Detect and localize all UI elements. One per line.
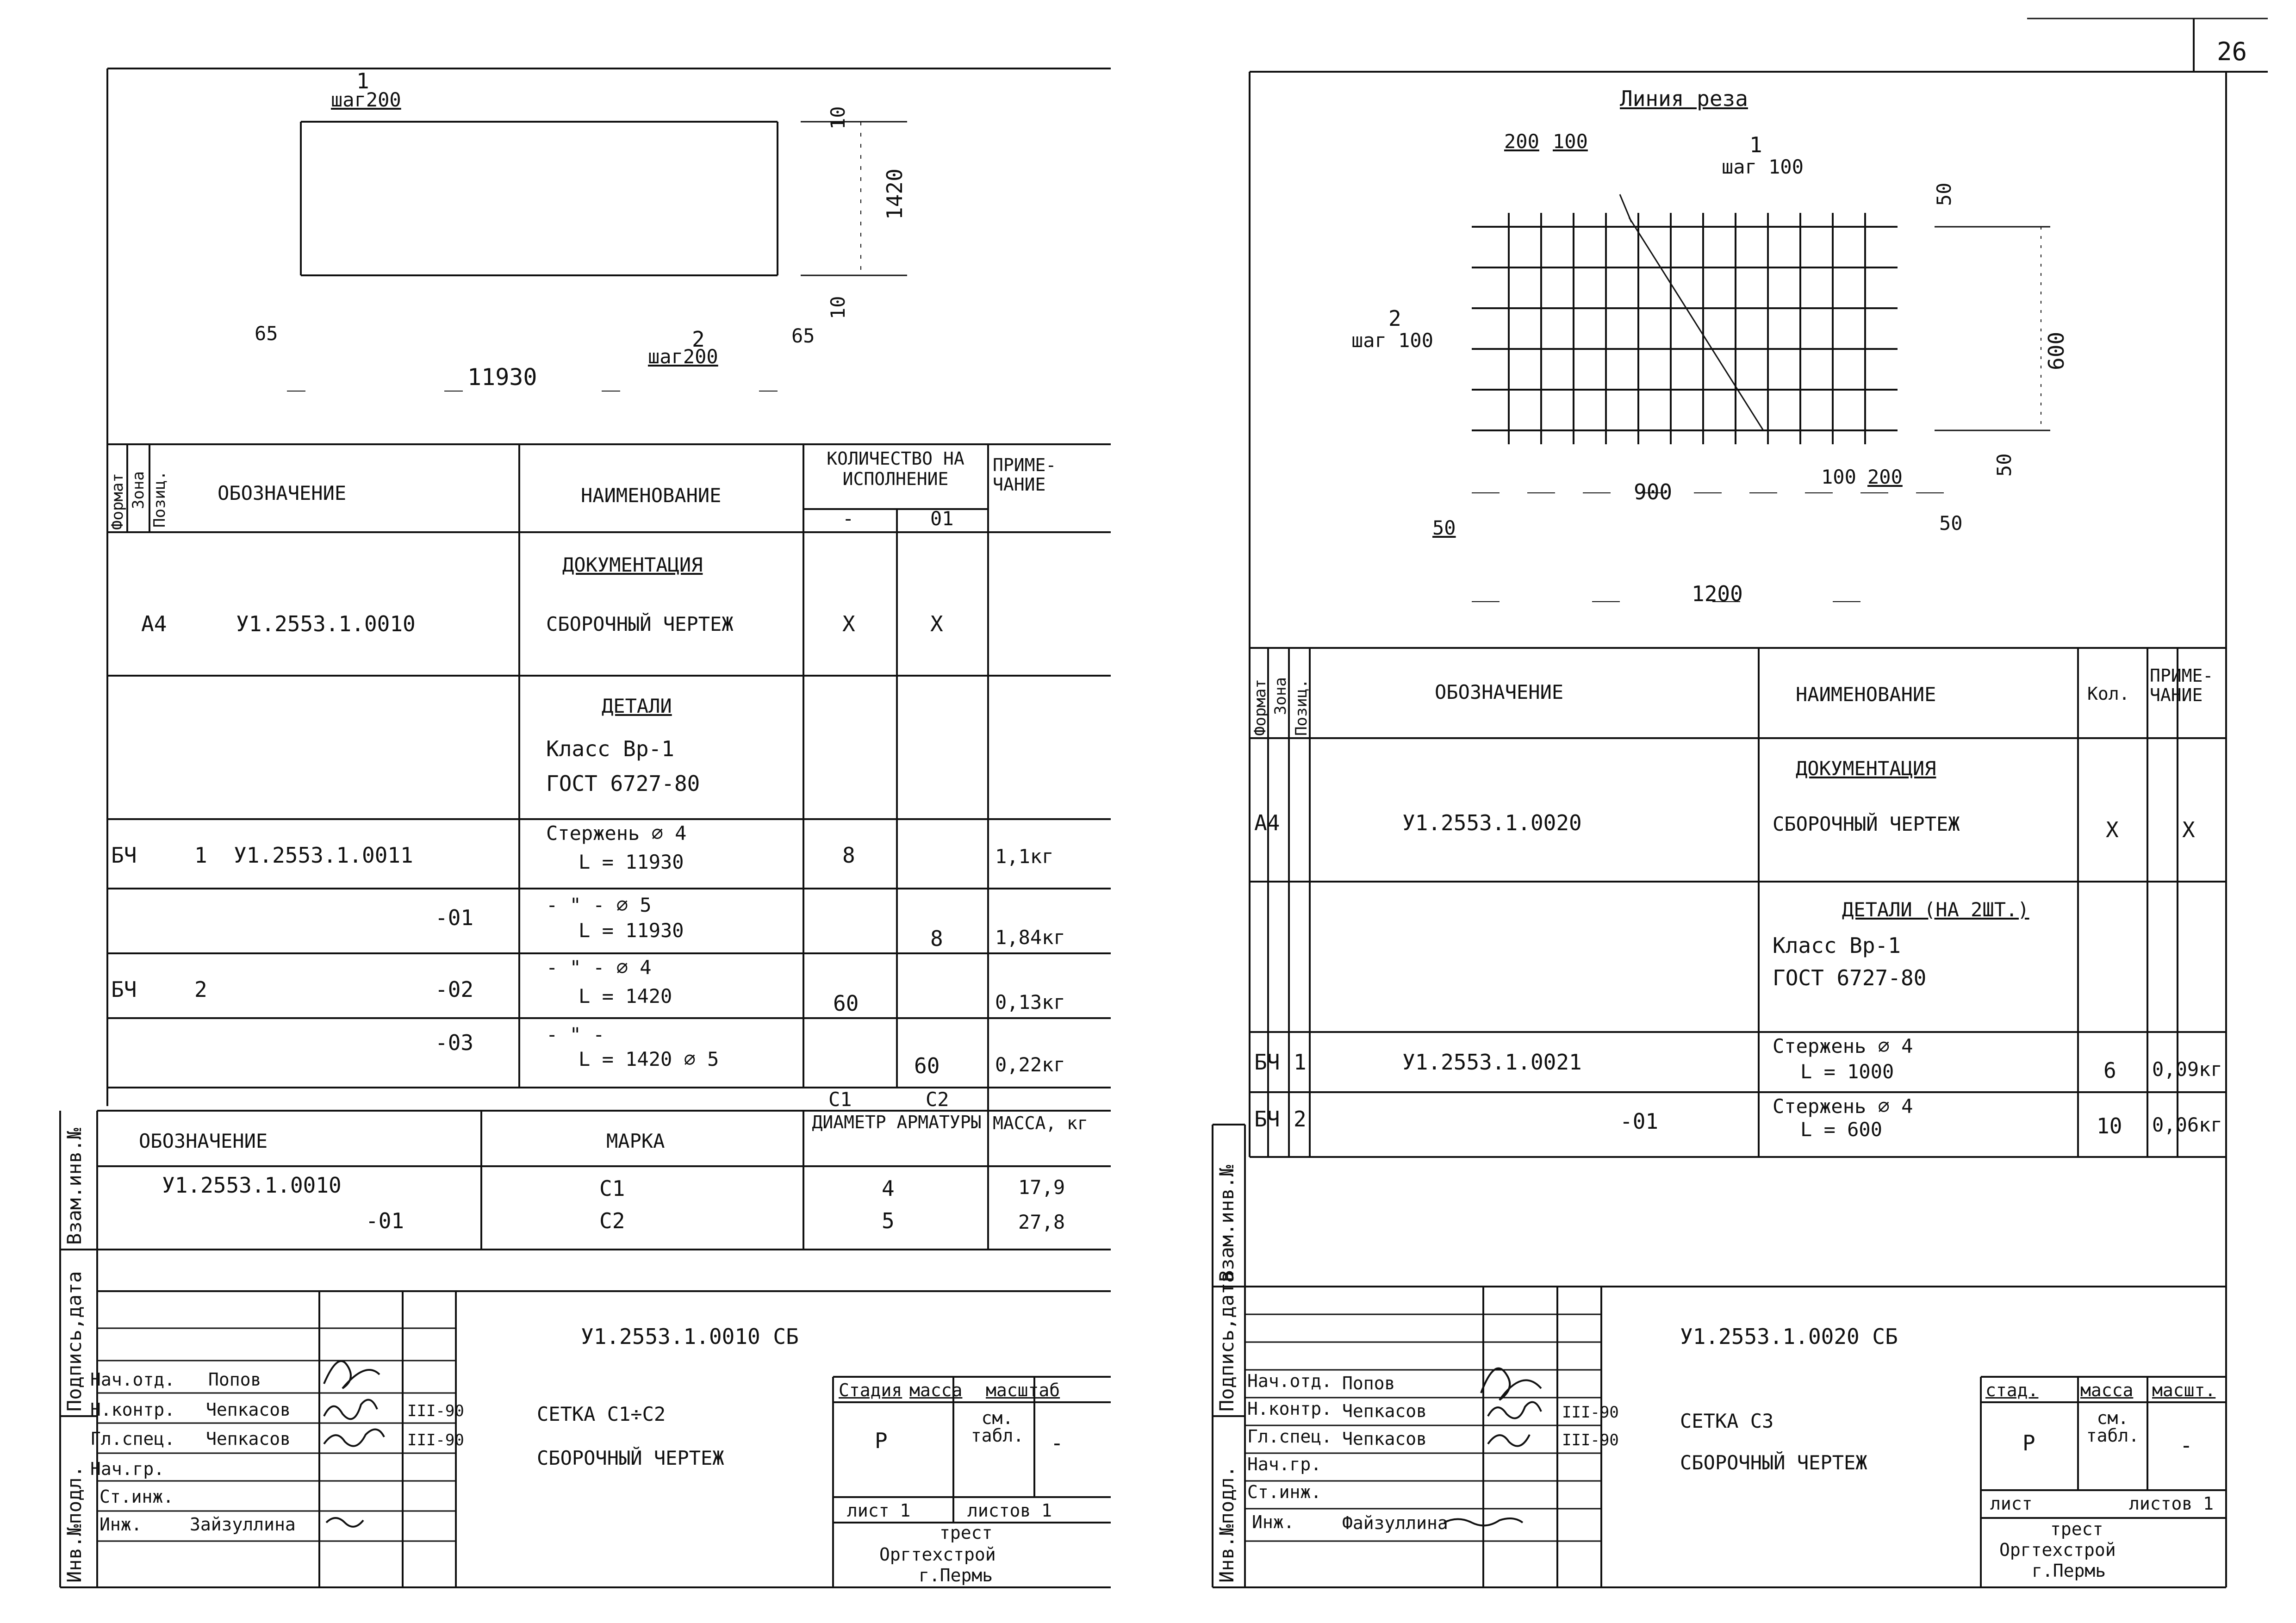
right-dim-900: 900 xyxy=(1634,479,1673,504)
left-spec-h-qty: КОЛИЧЕСТВО НА ИСПОЛНЕНИЕ xyxy=(827,448,964,489)
right-name-2: Чепкасов xyxy=(1342,1429,1427,1449)
var-designation: -01 xyxy=(366,1208,404,1233)
left-stage: Р xyxy=(875,1428,888,1453)
right-spec-h-pos: Позиц. xyxy=(1292,679,1311,736)
left-spec-h-zone: Зона xyxy=(129,471,148,509)
var-diameter: 5 xyxy=(882,1208,895,1233)
var-mass: 27,8 xyxy=(1018,1211,1065,1233)
left-date-1: III-90 xyxy=(407,1402,464,1420)
row-qty: 10 xyxy=(2097,1113,2122,1138)
right-scale: - xyxy=(2180,1433,2193,1458)
row-qty-a: 8 xyxy=(842,843,855,868)
left-name-5: Зайзуллина xyxy=(190,1514,296,1535)
row-format: БЧ xyxy=(111,843,137,868)
right-doc-code: У1.2553.1.0020 СБ xyxy=(1680,1324,1898,1349)
right-dim-50-right: 50 xyxy=(1993,453,2016,477)
right-date-1: III-90 xyxy=(1562,1403,1619,1422)
right-name-1: Чепкасов xyxy=(1342,1401,1427,1421)
right-mass: см. табл. xyxy=(2086,1408,2140,1446)
left-scale-h: масштаб xyxy=(986,1380,1060,1400)
left-side-replace: Взам.инв.№ xyxy=(63,1128,86,1245)
row-name2: L = 600 xyxy=(1800,1118,1883,1141)
row-designation: -02 xyxy=(435,977,474,1002)
left-side-inv: Инв.№подл. xyxy=(63,1466,86,1583)
right-doc-designation: У1.2553.1.0020 xyxy=(1402,810,1582,835)
row-note: 0,22кг xyxy=(995,1053,1065,1076)
left-name-0: Попов xyxy=(208,1369,261,1390)
row-qty-a: 60 xyxy=(833,991,859,1016)
row-pos: 1 xyxy=(1294,1050,1307,1075)
left-spec-h-designation: ОБОЗНАЧЕНИЕ xyxy=(218,482,347,504)
right-pos2-step: шаг 100 xyxy=(1351,329,1434,352)
left-doc-qty-b: Х xyxy=(930,611,943,636)
right-doc-note: Х xyxy=(2182,817,2195,842)
left-stage-h: Стадия xyxy=(839,1380,902,1400)
left-dim-65-left: 65 xyxy=(255,322,278,345)
left-parts-section: ДЕТАЛИ xyxy=(602,695,672,717)
left-mass: см. табл. xyxy=(971,1408,1024,1446)
var-mass: 17,9 xyxy=(1018,1176,1065,1199)
left-role-5: Инж. xyxy=(100,1514,142,1535)
sheet-number: 26 xyxy=(2217,37,2247,66)
row-name1: Стержень ⌀ 4 xyxy=(1773,1035,1913,1057)
left-parts-gost: ГОСТ 6727-80 xyxy=(546,771,700,796)
left-doc-section: ДОКУМЕНТАЦИЯ xyxy=(562,553,703,576)
left-title-2: СБОРОЧНЫЙ ЧЕРТЕЖ xyxy=(537,1447,724,1469)
right-parts-class: Класс Вр-1 xyxy=(1773,933,1901,958)
left-mark-b: С2 xyxy=(926,1088,949,1111)
right-sheets: листов 1 xyxy=(2129,1493,2214,1514)
left-title-1: СЕТКА С1÷С2 xyxy=(537,1403,666,1425)
row-name2: L = 11930 xyxy=(579,919,684,942)
var-mark: С2 xyxy=(599,1208,625,1233)
row-designation: -03 xyxy=(435,1030,474,1055)
left-pos1-step: шаг200 xyxy=(331,88,401,111)
row-format: БЧ xyxy=(1254,1107,1280,1132)
row-name2: L = 1420 ⌀ 5 xyxy=(579,1048,719,1070)
left-org-3: г.Пермь xyxy=(919,1565,993,1586)
right-date-2: III-90 xyxy=(1562,1431,1619,1449)
left-sheet: лист 1 xyxy=(847,1500,911,1521)
right-dim-100b: 100 xyxy=(1821,466,1856,488)
right-side-replace: Взам.инв.№ xyxy=(1215,1165,1238,1282)
left-doc-format: А4 xyxy=(141,611,167,636)
row-qty-b: 60 xyxy=(914,1053,940,1078)
right-name-0: Попов xyxy=(1342,1373,1395,1393)
left-dim-65-right: 65 xyxy=(791,324,815,347)
left-org-1: трест xyxy=(940,1523,993,1543)
row-qty-b: 8 xyxy=(930,926,943,951)
right-spec-h-qty: Кол. xyxy=(2087,684,2130,704)
var-diameter: 4 xyxy=(882,1176,895,1201)
right-pos1-step: шаг 100 xyxy=(1722,155,1804,178)
left-var-h-mark: МАРКА xyxy=(606,1130,665,1152)
left-dim-length: 11930 xyxy=(467,364,537,391)
right-doc-section: ДОКУМЕНТАЦИЯ xyxy=(1796,757,1936,780)
right-org-1: трест xyxy=(2050,1519,2103,1539)
sheet-right xyxy=(1148,0,2296,1623)
row-qty: 6 xyxy=(2103,1058,2116,1083)
right-org-3: г.Пермь xyxy=(2032,1561,2106,1581)
right-title-1: СЕТКА С3 xyxy=(1680,1410,1774,1432)
right-scale-h: масшт. xyxy=(2152,1380,2216,1400)
left-doc-designation: У1.2553.1.0010 xyxy=(236,611,416,636)
right-dim-100: 100 xyxy=(1553,130,1588,153)
right-dim-200b: 200 xyxy=(1867,466,1903,488)
right-doc-qty: Х xyxy=(2106,817,2119,842)
row-name2: L = 11930 xyxy=(579,851,684,873)
left-spec-h-qty-b: 01 xyxy=(930,507,954,530)
left-role-1: Н.контр. xyxy=(90,1399,175,1420)
right-spec-h-note: ПРИМЕ- ЧАНИЕ xyxy=(2150,665,2214,705)
left-name-2: Чепкасов xyxy=(206,1429,291,1449)
left-spec-h-note: ПРИМЕ- ЧАНИЕ xyxy=(993,455,1057,495)
right-cut-line-label: Линия реза xyxy=(1620,86,1748,111)
right-stage: Р xyxy=(2022,1430,2035,1455)
right-doc-name: СБОРОЧНЫЙ ЧЕРТЕЖ xyxy=(1773,813,1960,835)
right-spec-h-designation: ОБОЗНАЧЕНИЕ xyxy=(1435,681,1564,703)
right-mass-h: масса xyxy=(2080,1380,2134,1400)
left-sheets: листов 1 xyxy=(967,1500,1052,1521)
right-stage-h: стад. xyxy=(1985,1380,2039,1400)
left-pos2-step: шаг200 xyxy=(648,345,718,368)
right-parts-gost: ГОСТ 6727-80 xyxy=(1773,965,1927,990)
row-name1: - " - ⌀ 4 xyxy=(546,956,652,979)
right-side-inv: Инв.№подл. xyxy=(1215,1466,1238,1583)
left-spec-h-name: НАИМЕНОВАНИЕ xyxy=(581,484,722,507)
row-name1: - " - xyxy=(546,1023,605,1046)
left-spec-h-format: Формат xyxy=(108,473,127,530)
row-name1: - " - ⌀ 5 xyxy=(546,894,652,916)
right-dim-600: 600 xyxy=(2044,331,2069,370)
left-pos2-label: 2 xyxy=(692,327,705,352)
left-org-2: Оргтехстрой xyxy=(879,1544,996,1565)
row-note: 0,13кг xyxy=(995,991,1065,1014)
left-dim-10-bottom: 10 xyxy=(827,296,849,319)
right-title-2: СБОРОЧНЫЙ ЧЕРТЕЖ xyxy=(1680,1451,1867,1474)
left-role-4: Ст.инж. xyxy=(100,1486,174,1507)
right-spec-h-format: Формат xyxy=(1251,679,1269,736)
left-spec-h-pos: Позиц. xyxy=(150,471,169,528)
right-sheet: лист xyxy=(1990,1493,2033,1514)
right-dim-200: 200 xyxy=(1504,130,1539,153)
row-note: 1,1кг xyxy=(995,845,1054,868)
right-side-sign: Подпись,дата xyxy=(1215,1271,1238,1412)
right-pos1-label: 1 xyxy=(1749,132,1762,157)
right-spec-h-zone: Зона xyxy=(1271,677,1290,715)
right-org-2: Оргтехстрой xyxy=(1999,1540,2116,1560)
row-pos: 2 xyxy=(1294,1107,1307,1132)
right-doc-format: А4 xyxy=(1254,810,1280,835)
var-designation: У1.2553.1.0010 xyxy=(162,1173,342,1198)
right-spec-h-name: НАИМЕНОВАНИЕ xyxy=(1796,683,1936,706)
right-pos2-label: 2 xyxy=(1388,306,1401,331)
row-name2: L = 1000 xyxy=(1800,1060,1894,1083)
row-designation: У1.2553.1.0021 xyxy=(1402,1050,1582,1075)
right-role-3: Нач.гр. xyxy=(1247,1454,1322,1474)
left-spec-h-qty-a: - xyxy=(842,507,854,530)
row-name2: L = 1420 xyxy=(579,985,672,1007)
left-doc-code: У1.2553.1.0010 СБ xyxy=(581,1324,799,1349)
var-mark: С1 xyxy=(599,1176,625,1201)
right-dim-1200: 1200 xyxy=(1692,581,1743,606)
left-side-sign: Подпись,дата xyxy=(63,1271,86,1412)
row-designation: -01 xyxy=(435,905,474,930)
left-mark-a: С1 xyxy=(828,1088,852,1111)
right-signatures xyxy=(1148,0,2296,1623)
row-note: 1,84кг xyxy=(995,926,1065,949)
right-role-0: Нач.отд. xyxy=(1247,1371,1332,1391)
row-format: БЧ xyxy=(111,977,137,1002)
left-var-h-diameter: ДИАМЕТР АРМАТУРЫ xyxy=(812,1112,982,1132)
right-dim-50-bottom: 50 xyxy=(1939,512,1963,535)
left-role-0: Нач.отд. xyxy=(90,1369,175,1390)
row-format: БЧ xyxy=(1254,1050,1280,1075)
row-designation: У1.2553.1.0011 xyxy=(234,843,413,868)
left-var-h-mass: МАССА, кг xyxy=(993,1113,1088,1133)
left-scale: - xyxy=(1051,1430,1064,1455)
row-pos: 2 xyxy=(194,977,207,1002)
left-role-2: Гл.спец. xyxy=(90,1429,175,1449)
left-pos1-label: 1 xyxy=(356,68,369,93)
left-role-3: Нач.гр. xyxy=(90,1459,165,1479)
row-name1: Стержень ⌀ 4 xyxy=(546,822,687,845)
left-var-h-designation: ОБОЗНАЧЕНИЕ xyxy=(139,1130,268,1152)
right-dim-50-left: 50 xyxy=(1432,516,1456,539)
left-dim-10-top: 10 xyxy=(827,106,849,130)
right-role-1: Н.контр. xyxy=(1247,1399,1332,1419)
right-dim-50-top: 50 xyxy=(1933,182,1955,206)
right-role-4: Ст.инж. xyxy=(1247,1482,1322,1502)
row-designation: -01 xyxy=(1620,1109,1659,1134)
row-note: 0,09кг xyxy=(2152,1058,2222,1081)
left-dim-height: 1420 xyxy=(882,168,907,220)
left-doc-name: СБОРОЧНЫЙ ЧЕРТЕЖ xyxy=(546,613,734,635)
row-name1: Стержень ⌀ 4 xyxy=(1773,1095,1913,1118)
left-date-2: III-90 xyxy=(407,1431,464,1449)
left-parts-class: Класс Вр-1 xyxy=(546,736,674,761)
right-role-5: Инж. xyxy=(1252,1512,1294,1532)
right-role-2: Гл.спец. xyxy=(1247,1426,1332,1447)
left-name-1: Чепкасов xyxy=(206,1399,291,1420)
row-pos: 1 xyxy=(194,843,207,868)
left-doc-qty-a: Х xyxy=(842,611,855,636)
left-mass-h: масса xyxy=(909,1380,963,1400)
row-note: 0,06кг xyxy=(2152,1113,2222,1136)
right-name-5: Файзуллина xyxy=(1342,1513,1448,1533)
right-parts-section: ДЕТАЛИ (НА 2ШТ.) xyxy=(1842,898,2029,921)
